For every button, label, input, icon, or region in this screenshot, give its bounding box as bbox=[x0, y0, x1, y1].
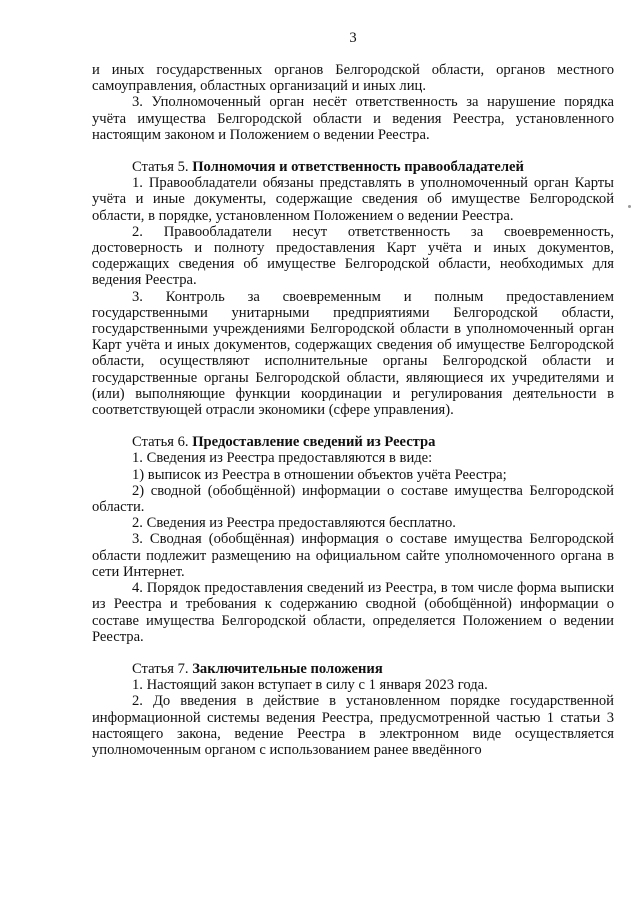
article-6-item: 1) выписок из Реестра в отношении объектов учёта Реестра; bbox=[132, 466, 507, 483]
article-7-item: 1. Настоящий закон вступает в силу с 1 января 2023 года. bbox=[132, 677, 488, 694]
article-6-item: 1. Сведения из Реестра предоставляются в виде: bbox=[132, 450, 433, 467]
article-6-item: 2) сводной (обобщённой) информации о составе имущества Белгородской области. bbox=[92, 482, 614, 516]
document-body bbox=[92, 62, 614, 758]
article-5-item: 2. Правообладатели несут ответственность за своевременность, достоверность и полноту предоставления Карт учёта и иных документов, содержащих сведения об имуществе Белгородской области, необходимых для ведения Реестра. bbox=[92, 223, 614, 289]
article-6-prefix: Статья 6. bbox=[132, 434, 189, 451]
paragraph: 3. Уполномоченный орган несёт ответственность за нарушение порядка учёта имущества Белгородской области и ведения Реестра, установленного настоящим законом и Положением о ведении Реестра. bbox=[92, 94, 614, 143]
article-7-prefix: Статья 7. bbox=[132, 660, 189, 677]
article-7-title: Заключительные положения bbox=[192, 660, 383, 677]
article-7-heading bbox=[92, 661, 614, 677]
article-6-item: 3. Сводная (обобщённая) информация о составе имущества Белгородской области подлежит размещению на официальном сайте уполномоченного органа в сети Интернет. bbox=[92, 531, 614, 580]
article-5-heading bbox=[92, 159, 614, 175]
article-5-title: Полномочия и ответственность правообладателей bbox=[192, 159, 524, 176]
article-5-prefix: Статья 5. bbox=[132, 159, 189, 176]
scan-speck bbox=[628, 205, 631, 208]
article-5-item: 3. Контроль за своевременным и полным предоставлением государственными унитарными предприятиями Белгородской области, государственными учреждениями Белгородской области в уполномоченный орган Карт учёта и иных документов, содержащих сведения об имуществе Белгородской области, осуществляют исполнительные органы Белгородской области и государственные органы Белгородской области, являющиеся их учредителями и (или) выполняющие функции координации и регулирования деятельности в соответствующей отрасли экономики (сфере управления). bbox=[92, 288, 614, 419]
paragraph: и иных государственных органов Белгородской области, органов местного самоуправления, областных организаций и иных лиц. bbox=[92, 62, 614, 95]
article-6-heading bbox=[92, 434, 614, 450]
article-6-item: 4. Порядок предоставления сведений из Реестра, в том числе форма выписки из Реестра и требования к содержанию сводной (обобщённой) информации о составе имущества Белгородской области, определяется Положением о ведении Реестра. bbox=[92, 580, 614, 645]
article-6-item: 2. Сведения из Реестра предоставляются бесплатно. bbox=[132, 515, 456, 532]
page-number: 3 bbox=[349, 30, 357, 46]
article-5-item: 1. Правообладатели обязаны представлять в уполномоченный орган Карты учёта и иные документы, содержащие сведения об имуществе Белгородской области, в порядке, установленном Положением о ведении Реестра. bbox=[92, 175, 614, 224]
article-6-title: Предоставление сведений из Реестра bbox=[192, 434, 436, 451]
article-7-item: 2. До введения в действие в установленном порядке государственной информационной системы ведения Реестра, предусмотренной частью 1 статьи 3 настоящего закона, ведение Реестра в электронном виде осуществляется уполномоченным органом с использованием ранее введённого bbox=[92, 693, 614, 758]
